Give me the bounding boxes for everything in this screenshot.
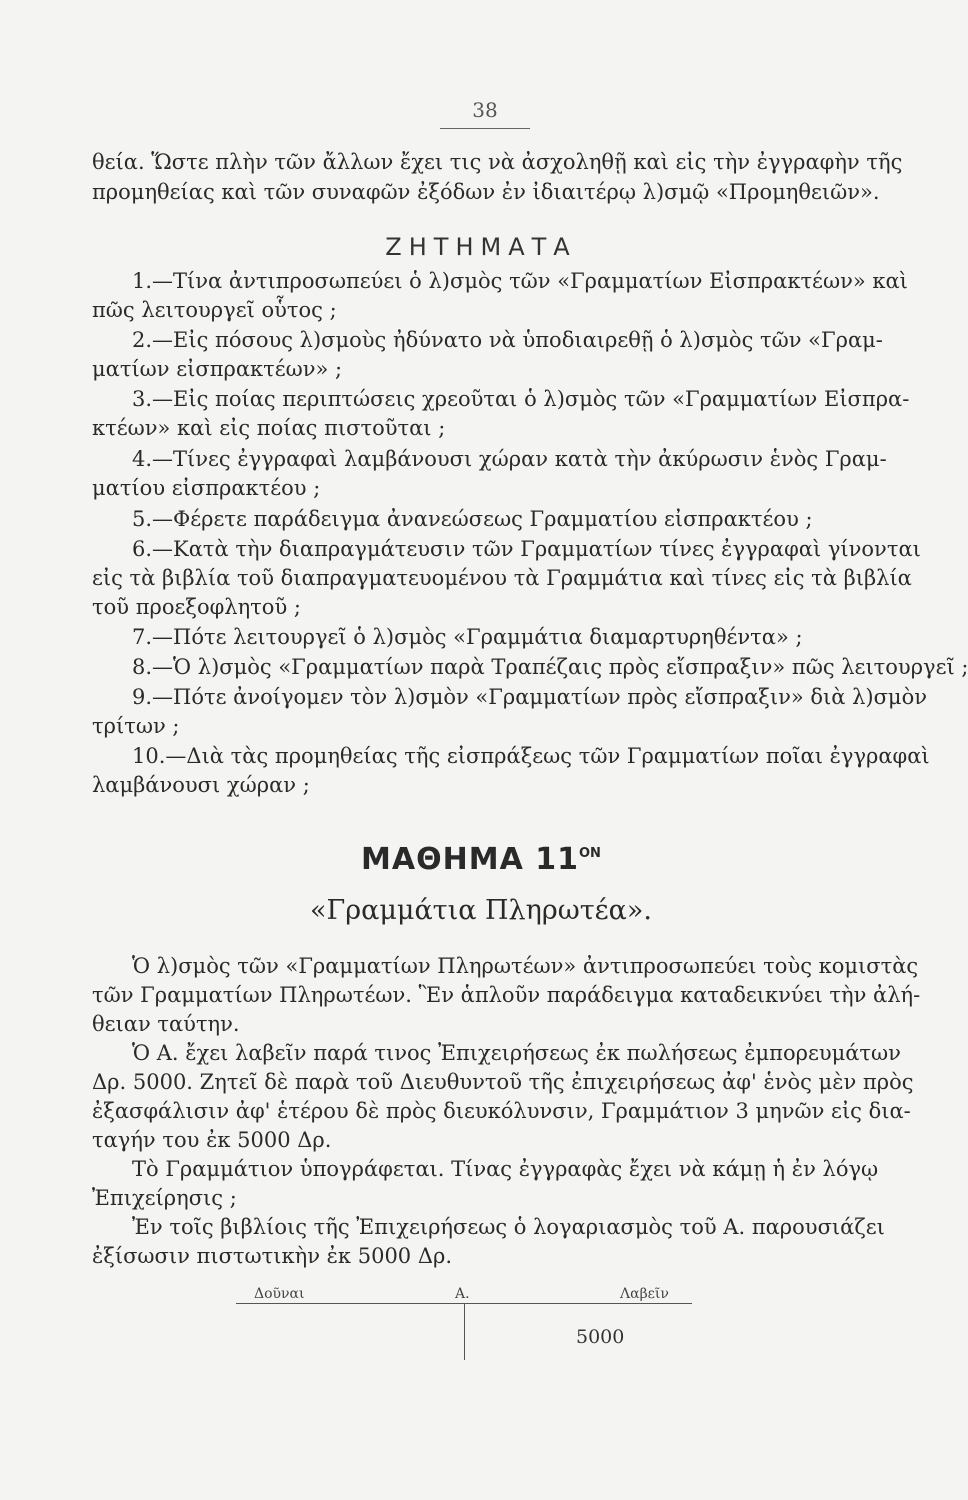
lesson-title [0, 842, 962, 877]
questions-heading: ΖΗΤΗΜΑΤΑ [385, 233, 577, 261]
question-line: 10.—Διὰ τὰς προμηθείας τῆς εἰσπράξεως τῶν Γραμματίων ποῖαι ἐγγραφαὶ [132, 744, 930, 768]
lesson-subtitle: «Γραμμάτια Πληρωτέα». [309, 895, 652, 926]
ledger-account-label: Α. [455, 1286, 470, 1302]
body-line: ταγήν του ἐκ 5000 Δρ. [92, 1128, 332, 1152]
body-line: Ἐν τοῖς βιβλίοις τῆς Ἐπιχειρήσεως ὁ λογαριασμὸς τοῦ Α. παρουσιάζει [132, 1215, 885, 1239]
intro-line: θεία. Ὥστε πλὴν τῶν ἄλλων ἔχει τις νὰ ἀσχοληθῇ καὶ εἰς τὴν ἐγγραφὴν τῆς [92, 150, 903, 174]
body-line: Ἐπιχείρησις ; [92, 1186, 237, 1210]
question-line: 1.—Τίνα ἀντιπροσωπεύει ὁ λ)σμὸς τῶν «Γραμματίων Εἰσπρακτέων» καὶ [132, 269, 908, 293]
question-line: πῶς λειτουργεῖ οὗτος ; [92, 298, 337, 322]
ledger-debit-label: Δοῦναι [254, 1286, 305, 1302]
lesson-title-ordinal: ΟΝ [579, 846, 601, 861]
question-line: 2.—Εἰς πόσους λ)σμοὺς ἠδύνατο νὰ ὑποδιαιρεθῇ ὁ λ)σμὸς τῶν «Γραμ- [132, 328, 883, 352]
body-line: τῶν Γραμματίων Πληρωτέων. Ἓν ἁπλοῦν παράδειγμα καταδεικνύει τὴν ἀλή- [92, 983, 921, 1007]
page-number-rule [440, 128, 530, 129]
body-line: Δρ. 5000. Ζητεῖ δὲ παρὰ τοῦ Διευθυντοῦ τῆς ἐπιχειρήσεως ἀφ' ἑνὸς μὲν πρὸς [92, 1070, 914, 1094]
ledger-credit-amount: 5000 [576, 1326, 625, 1348]
question-line: λαμβάνουσι χώραν ; [92, 773, 310, 797]
intro-line: προμηθείας καὶ τῶν συναφῶν ἐξόδων ἐν ἰδιαιτέρῳ λ)σμῷ «Προμηθειῶν». [92, 180, 880, 204]
body-line: θειαν ταύτην. [92, 1012, 240, 1036]
question-line: 3.—Εἰς ποίας περιπτώσεις χρεοῦται ὁ λ)σμὸς τῶν «Γραμματίων Εἰσπρα- [132, 387, 910, 411]
question-line: κτέων» καὶ εἰς ποίας πιστοῦται ; [92, 416, 446, 440]
lesson-title-text: ΜΑΘΗΜΑ 11 [361, 842, 579, 877]
question-line: 6.—Κατὰ τὴν διαπραγμάτευσιν τῶν Γραμματίων τίνες ἐγγραφαὶ γίνονται [132, 537, 921, 561]
ledger-divider [464, 1304, 465, 1360]
question-line: εἰς τὰ βιβλία τοῦ διαπραγματευομένου τὰ Γραμμάτια καὶ τίνες εἰς τὰ βιβλία [92, 566, 912, 590]
body-line: Τὸ Γραμμάτιον ὑπογράφεται. Τίνας ἐγγραφὰς ἔχει νὰ κάμῃ ἡ ἐν λόγῳ [132, 1157, 879, 1181]
question-line: 4.—Τίνες ἐγγραφαὶ λαμβάνουσι χώραν κατὰ τὴν ἀκύρωσιν ἑνὸς Γραμ- [132, 447, 887, 471]
question-line: ματίων εἰσπρακτέων» ; [92, 357, 343, 381]
page-number: 38 [472, 98, 498, 122]
question-line: 9.—Πότε ἀνοίγομεν τὸν λ)σμὸν «Γραμματίων πρὸς εἴσπραξιν» διὰ λ)σμὸν [132, 685, 927, 709]
body-line: ἐξασφάλισιν ἀφ' ἑτέρου δὲ πρὸς διευκόλυνσιν, Γραμμάτιον 3 μηνῶν εἰς δια- [92, 1099, 911, 1123]
question-line: ματίου εἰσπρακτέου ; [92, 476, 321, 500]
body-line: Ὁ Α. ἔχει λαβεῖν παρά τινος Ἐπιχειρήσεως ἐκ πωλήσεως ἐμπορευμάτων [132, 1041, 901, 1065]
body-line: Ὁ λ)σμὸς τῶν «Γραμματίων Πληρωτέων» ἀντιπροσωπεύει τοὺς κομιστὰς [132, 954, 919, 978]
question-line: τρίτων ; [92, 714, 180, 738]
question-line: 5.—Φέρετε παράδειγμα ἀνανεώσεως Γραμματίου εἰσπρακτέου ; [132, 507, 813, 531]
ledger-credit-label: Λαβεῖν [620, 1286, 669, 1302]
question-line: τοῦ προεξοφλητοῦ ; [92, 595, 301, 619]
question-line: 7.—Πότε λειτουργεῖ ὁ λ)σμὸς «Γραμμάτια διαμαρτυρηθέντα» ; [132, 625, 803, 649]
question-line: 8.—Ὁ λ)σμὸς «Γραμματίων παρὰ Τραπέζαις πρὸς εἴσπραξιν» πῶς λειτουργεῖ ; [132, 655, 968, 679]
body-line: ἐξίσωσιν πιστωτικὴν ἐκ 5000 Δρ. [92, 1244, 453, 1268]
